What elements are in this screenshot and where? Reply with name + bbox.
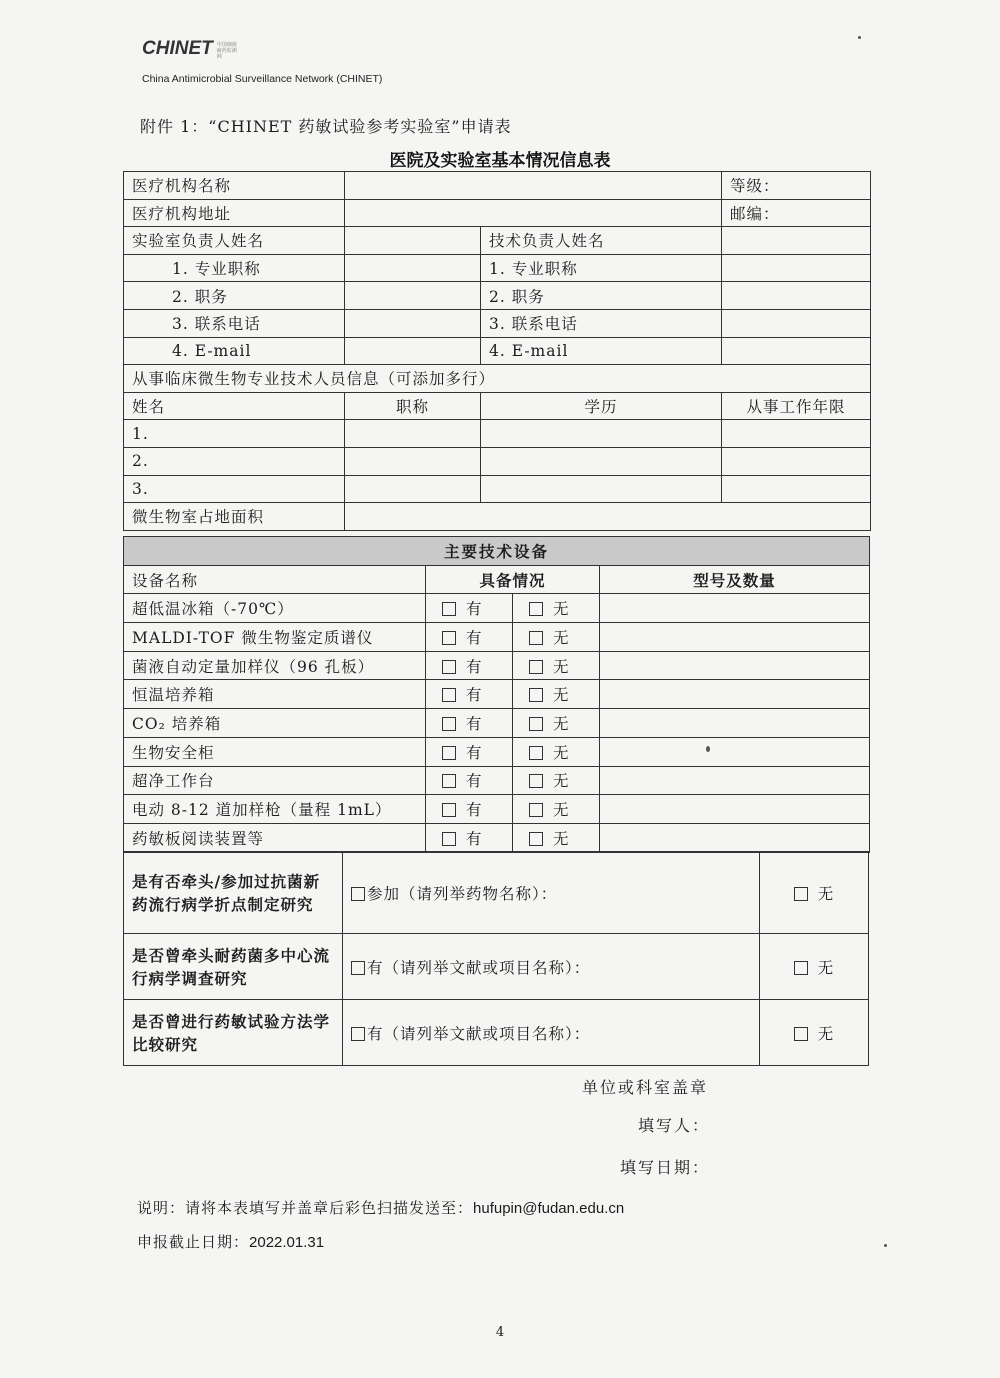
yes-text: 有	[466, 600, 483, 619]
no-text: 无	[553, 600, 570, 619]
note-text: 说明：请将本表填写并盖章后彩色扫描发送至：	[137, 1199, 474, 1217]
scan-speck	[706, 746, 710, 752]
deadline-text: 申报截止日期：	[137, 1233, 250, 1251]
equipment-name: CO₂ 培养箱	[124, 709, 426, 738]
research-q3-label: 是否曾进行药敏试验方法学比较研究	[124, 1000, 343, 1066]
checkbox-icon[interactable]	[442, 631, 456, 645]
equipment-model-field[interactable]	[600, 766, 870, 795]
tech-head-label: 技术负责人姓名	[481, 227, 722, 255]
equipment-name: 生物安全柜	[124, 737, 426, 766]
equipment-yes-option[interactable]	[426, 623, 513, 652]
staff-row-field[interactable]	[481, 420, 722, 448]
checkbox-icon[interactable]	[442, 602, 456, 616]
equipment-name: 菌液自动定量加样仪（96 孔板）	[124, 651, 426, 680]
attachment-title: 附件 1：“CHINET 药敏试验参考实验室”申请表	[140, 117, 512, 136]
tech-head-email-label: 4. E-mail	[481, 337, 722, 365]
equipment-yes-option[interactable]	[426, 594, 513, 623]
yes-text: 有	[466, 772, 483, 791]
equipment-no-option[interactable]	[513, 651, 600, 680]
yes-text: 有	[466, 829, 483, 848]
staff-row-number[interactable]: 2.	[124, 447, 345, 475]
research-none-text: 无	[817, 884, 835, 903]
deadline-note	[137, 1231, 324, 1252]
lab-head-email-label: 4. E-mail	[124, 337, 345, 365]
equipment-name: 超净工作台	[124, 766, 426, 795]
research-q1-none[interactable]	[760, 852, 869, 934]
equipment-name: 电动 8-12 道加样枪（量程 1mL）	[124, 795, 426, 824]
lab-area-field[interactable]	[345, 503, 871, 531]
equipment-row	[124, 623, 870, 652]
checkbox-icon[interactable]	[794, 887, 808, 901]
staff-row-number[interactable]: 1.	[124, 420, 345, 448]
institution-address-label: 医疗机构地址	[124, 199, 345, 227]
staff-row-field[interactable]	[722, 420, 871, 448]
checkbox-icon[interactable]	[442, 832, 456, 846]
staff-row-field[interactable]	[345, 475, 481, 503]
submission-note	[137, 1197, 624, 1218]
institution-name-label: 医疗机构名称	[124, 172, 345, 200]
lab-head-label: 实验室负责人姓名	[124, 227, 345, 255]
checkbox-icon[interactable]	[529, 660, 543, 674]
equipment-no-option[interactable]	[513, 623, 600, 652]
lab-head-position-field[interactable]	[345, 282, 481, 310]
scan-speck	[858, 36, 861, 39]
research-none-text: 无	[817, 1024, 835, 1043]
research-q3-option[interactable]	[343, 1000, 760, 1066]
equipment-row	[124, 823, 870, 852]
checkbox-icon[interactable]	[442, 717, 456, 731]
no-text: 无	[553, 657, 570, 676]
equipment-no-option[interactable]	[513, 680, 600, 709]
equipment-no-option[interactable]	[513, 737, 600, 766]
research-q1-option[interactable]	[343, 852, 760, 934]
equipment-row	[124, 766, 870, 795]
form-title: 医院及实验室基本情况信息表	[389, 151, 611, 171]
logo-subtitle-cn: 中国细菌耐药监测网	[216, 42, 237, 60]
lab-head-phone-label: 3. 联系电话	[124, 309, 345, 337]
checkbox-icon[interactable]	[529, 602, 543, 616]
equipment-no-option[interactable]	[513, 795, 600, 824]
lab-head-title-label: 1. 专业职称	[124, 254, 345, 282]
equipment-col-status: 具备情况	[426, 565, 600, 594]
deadline-date: 2022.01.31	[249, 1234, 325, 1251]
equipment-model-field[interactable]	[600, 823, 870, 852]
basic-info-table	[123, 171, 871, 531]
equipment-no-option[interactable]	[513, 823, 600, 852]
stamp-label: 单位或科室盖章	[582, 1078, 709, 1097]
staff-col-years: 从事工作年限	[722, 392, 871, 420]
logo-text: CHINET	[142, 38, 213, 59]
checkbox-icon[interactable]	[529, 688, 543, 702]
staff-row-field[interactable]	[481, 475, 722, 503]
postcode-field[interactable]: 邮编：	[722, 199, 871, 227]
lab-head-field[interactable]	[345, 227, 481, 255]
staff-row-field[interactable]	[345, 420, 481, 448]
equipment-model-field[interactable]	[600, 709, 870, 738]
no-text: 无	[553, 686, 570, 705]
fill-date-label: 填写日期：	[620, 1158, 711, 1177]
equipment-row	[124, 680, 870, 709]
equipment-row	[124, 737, 870, 766]
research-none-text: 无	[817, 958, 835, 977]
research-q2-none[interactable]	[760, 934, 869, 1000]
yes-text: 有	[466, 686, 483, 705]
checkbox-icon[interactable]	[529, 717, 543, 731]
staff-row-field[interactable]	[722, 475, 871, 503]
research-table	[123, 851, 869, 1066]
checkbox-icon[interactable]	[794, 961, 808, 975]
filler-label: 填写人：	[638, 1116, 711, 1135]
no-text: 无	[553, 714, 570, 733]
equipment-model-field[interactable]	[600, 623, 870, 652]
staff-heading: 从事临床微生物专业技术人员信息（可添加多行）	[124, 365, 871, 393]
equipment-model-field[interactable]	[600, 680, 870, 709]
staff-col-name: 姓名	[124, 392, 345, 420]
no-text: 无	[553, 628, 570, 647]
no-text: 无	[553, 772, 570, 791]
lab-head-position-label: 2. 职务	[124, 282, 345, 310]
equipment-yes-option[interactable]	[426, 709, 513, 738]
checkbox-icon[interactable]	[442, 660, 456, 674]
checkbox-icon[interactable]	[442, 803, 456, 817]
checkbox-icon[interactable]	[442, 774, 456, 788]
checkbox-icon[interactable]	[529, 832, 543, 846]
equipment-yes-option[interactable]	[426, 737, 513, 766]
grade-field[interactable]: 等级：	[722, 172, 871, 200]
page-number: 4	[495, 1325, 505, 1340]
tech-head-email-field[interactable]	[722, 337, 871, 365]
equipment-name: 恒温培养箱	[124, 680, 426, 709]
yes-text: 有	[466, 801, 483, 820]
contact-email: hufupin@fudan.edu.cn	[473, 1200, 625, 1217]
tech-head-position-label: 2. 职务	[481, 282, 722, 310]
checkbox-icon[interactable]	[442, 746, 456, 760]
lab-head-email-field[interactable]	[345, 337, 481, 365]
tech-head-phone-field[interactable]	[722, 309, 871, 337]
equipment-yes-option[interactable]	[426, 766, 513, 795]
staff-row-field[interactable]	[481, 447, 722, 475]
tech-head-position-field[interactable]	[722, 282, 871, 310]
yes-text: 有	[466, 714, 483, 733]
staff-row-field[interactable]	[345, 447, 481, 475]
equipment-row	[124, 594, 870, 623]
equipment-col-model: 型号及数量	[600, 565, 870, 594]
logo-caption: China Antimicrobial Surveillance Network (CHINET)	[142, 73, 383, 85]
checkbox-icon[interactable]	[351, 1027, 365, 1041]
staff-col-education: 学历	[481, 392, 722, 420]
equipment-row	[124, 651, 870, 680]
equipment-row	[124, 709, 870, 738]
tech-head-title-field[interactable]	[722, 254, 871, 282]
equipment-row	[124, 795, 870, 824]
chinet-logo	[142, 38, 239, 60]
institution-name-field[interactable]	[345, 172, 722, 200]
equipment-model-field[interactable]	[600, 651, 870, 680]
research-q3-option-text: 有（请列举文献或项目名称）：	[367, 1024, 591, 1043]
staff-col-title: 职称	[345, 392, 481, 420]
research-q2-option[interactable]	[343, 934, 760, 1000]
yes-text: 有	[466, 657, 483, 676]
research-q1-label: 是有否牵头/参加过抗菌新药流行病学折点制定研究	[124, 852, 343, 934]
no-text: 无	[553, 743, 570, 762]
equipment-model-field[interactable]	[600, 737, 870, 766]
equipment-name: MALDI-TOF 微生物鉴定质谱仪	[124, 623, 426, 652]
yes-text: 有	[466, 743, 483, 762]
equipment-section-title: 主要技术设备	[124, 537, 870, 566]
staff-row-number[interactable]: 3.	[124, 475, 345, 503]
tech-head-field[interactable]	[722, 227, 871, 255]
research-q1-option-text: 参加（请列举药物名称）：	[367, 884, 558, 903]
no-text: 无	[553, 801, 570, 820]
checkbox-icon[interactable]	[351, 887, 365, 901]
lab-head-phone-field[interactable]	[345, 309, 481, 337]
equipment-no-option[interactable]	[513, 766, 600, 795]
tech-head-title-label: 1. 专业职称	[481, 254, 722, 282]
lab-head-title-field[interactable]	[345, 254, 481, 282]
equipment-yes-option[interactable]	[426, 651, 513, 680]
equipment-name: 药敏板阅读装置等	[124, 823, 426, 852]
checkbox-icon[interactable]	[529, 774, 543, 788]
equipment-model-field[interactable]	[600, 594, 870, 623]
equipment-name: 超低温冰箱（-70℃）	[124, 594, 426, 623]
checkbox-icon[interactable]	[529, 746, 543, 760]
research-q2-option-text: 有（请列举文献或项目名称）：	[367, 958, 591, 977]
yes-text: 有	[466, 628, 483, 647]
equipment-no-option[interactable]	[513, 709, 600, 738]
checkbox-icon[interactable]	[794, 1027, 808, 1041]
staff-row-field[interactable]	[722, 447, 871, 475]
checkbox-icon[interactable]	[351, 961, 365, 975]
checkbox-icon[interactable]	[529, 631, 543, 645]
equipment-model-field[interactable]	[600, 795, 870, 824]
no-text: 无	[553, 829, 570, 848]
equipment-table	[123, 536, 870, 853]
institution-address-field[interactable]	[345, 199, 722, 227]
equipment-yes-option[interactable]	[426, 795, 513, 824]
scan-speck	[884, 1244, 887, 1247]
tech-head-phone-label: 3. 联系电话	[481, 309, 722, 337]
checkbox-icon[interactable]	[529, 803, 543, 817]
equipment-yes-option[interactable]	[426, 680, 513, 709]
equipment-col-name: 设备名称	[124, 565, 426, 594]
checkbox-icon[interactable]	[442, 688, 456, 702]
lab-area-label: 微生物室占地面积	[124, 503, 345, 531]
equipment-no-option[interactable]	[513, 594, 600, 623]
research-q3-none[interactable]	[760, 1000, 869, 1066]
equipment-yes-option[interactable]	[426, 823, 513, 852]
research-q2-label: 是否曾牵头耐药菌多中心流行病学调查研究	[124, 934, 343, 1000]
